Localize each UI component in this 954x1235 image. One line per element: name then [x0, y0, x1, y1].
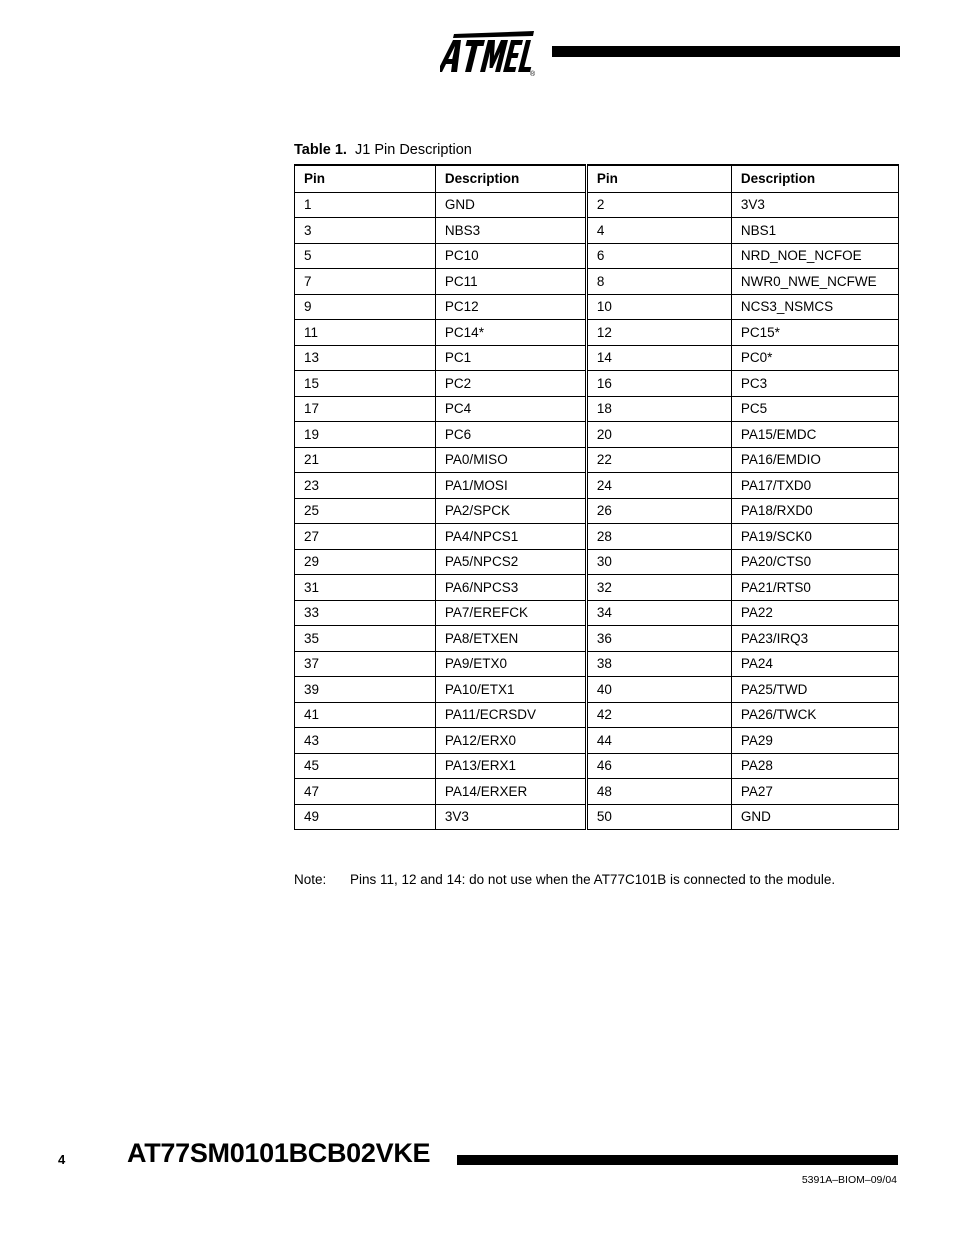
- table-row: [295, 702, 899, 728]
- description-right-cell: PA26/TWCK: [731, 702, 898, 728]
- pin-left-cell: 33: [295, 600, 436, 626]
- footer-rule: [457, 1155, 898, 1165]
- pin-left-cell: 29: [295, 549, 436, 575]
- table-caption: [294, 142, 472, 158]
- document-code: 5391A–BIOM–09/04: [801, 1174, 897, 1186]
- note-label: Note:: [294, 872, 327, 887]
- description-right-cell: PA17/TXD0: [731, 473, 898, 499]
- description-right-cell: PA22: [731, 600, 898, 626]
- description-right-cell: NRD_NOE_NCFOE: [731, 243, 898, 269]
- pin-right-cell: 32: [586, 575, 731, 601]
- pin-right-cell: 2: [586, 192, 731, 218]
- pin-left-cell: 21: [295, 447, 436, 473]
- pin-right-cell: 44: [586, 728, 731, 754]
- table-row: [295, 575, 899, 601]
- pin-left-cell: 27: [295, 524, 436, 550]
- table-row: [295, 779, 899, 805]
- description-left-cell: PC14*: [435, 320, 586, 346]
- pin-left-cell: 37: [295, 651, 436, 677]
- description-left-cell: PC10: [435, 243, 586, 269]
- pin-left-cell: 43: [295, 728, 436, 754]
- description-right-cell: PA27: [731, 779, 898, 805]
- pin-left-cell: 49: [295, 804, 436, 830]
- description-right-cell: PA19/SCK0: [731, 524, 898, 550]
- pin-left-cell: 23: [295, 473, 436, 499]
- pin-right-cell: 4: [586, 218, 731, 244]
- table-row: [295, 345, 899, 371]
- pin-right-cell: 34: [586, 600, 731, 626]
- description-right-cell: GND: [731, 804, 898, 830]
- table-row: [295, 728, 899, 754]
- note-text: Pins 11, 12 and 14: do not use when the AT77C101B is connected to the module.: [350, 872, 836, 887]
- pin-right-cell: 30: [586, 549, 731, 575]
- table-row: [295, 243, 899, 269]
- pin-left-cell: 9: [295, 294, 436, 320]
- pin-left-cell: 5: [295, 243, 436, 269]
- pin-left-cell: 19: [295, 422, 436, 448]
- table-row: [295, 549, 899, 575]
- atmel-logo-graphic: [440, 28, 540, 78]
- pin-left-cell: 11: [295, 320, 436, 346]
- table-row: [295, 218, 899, 244]
- description-left-cell: PA2/SPCK: [435, 498, 586, 524]
- table-row: [295, 422, 899, 448]
- pin-right-cell: 36: [586, 626, 731, 652]
- description-left-cell: PA1/MOSI: [435, 473, 586, 499]
- pin-left-cell: 1: [295, 192, 436, 218]
- pin-right-cell: 12: [586, 320, 731, 346]
- table-row: [295, 600, 899, 626]
- description-left-cell: PC2: [435, 371, 586, 397]
- description-right-cell: PA20/CTS0: [731, 549, 898, 575]
- pin-left-cell: 15: [295, 371, 436, 397]
- table-caption-label: Table 1.: [294, 142, 347, 158]
- description-right-cell: PC3: [731, 371, 898, 397]
- table-row: [295, 804, 899, 830]
- pin-left-cell: 17: [295, 396, 436, 422]
- description-left-cell: PC1: [435, 345, 586, 371]
- table-body: [295, 192, 899, 830]
- table-row: [295, 473, 899, 499]
- description-left-cell: PA5/NPCS2: [435, 549, 586, 575]
- table-row: [295, 447, 899, 473]
- description-right-cell: PA29: [731, 728, 898, 754]
- pin-left-cell: 35: [295, 626, 436, 652]
- pin-left-cell: 45: [295, 753, 436, 779]
- table-row: [295, 498, 899, 524]
- pin-right-cell: 50: [586, 804, 731, 830]
- pin-left-cell: 31: [295, 575, 436, 601]
- description-right-cell: PC5: [731, 396, 898, 422]
- header-pin-left: Pin: [295, 165, 436, 192]
- description-right-cell: PA25/TWD: [731, 677, 898, 703]
- table-header-row: [295, 165, 899, 192]
- table-note: [294, 872, 835, 887]
- table-caption-title: J1 Pin Description: [354, 142, 472, 158]
- pin-right-cell: 40: [586, 677, 731, 703]
- description-right-cell: PA23/IRQ3: [731, 626, 898, 652]
- pin-right-cell: 26: [586, 498, 731, 524]
- pin-right-cell: 28: [586, 524, 731, 550]
- table-row: [295, 651, 899, 677]
- pin-right-cell: 46: [586, 753, 731, 779]
- header-description-left: Description: [435, 165, 586, 192]
- description-left-cell: PA11/ECRSDV: [435, 702, 586, 728]
- description-right-cell: PA18/RXD0: [731, 498, 898, 524]
- header-rule: [552, 46, 900, 57]
- header-pin-right: Pin: [586, 165, 731, 192]
- description-left-cell: PA0/MISO: [435, 447, 586, 473]
- table-row: [295, 524, 899, 550]
- pin-right-cell: 42: [586, 702, 731, 728]
- description-left-cell: PA4/NPCS1: [435, 524, 586, 550]
- table-row: [295, 626, 899, 652]
- description-left-cell: PA12/ERX0: [435, 728, 586, 754]
- description-left-cell: PA9/ETX0: [435, 651, 586, 677]
- document-title: AT77SM0101BCB02VKE: [127, 1138, 431, 1168]
- registered-mark: ®: [530, 71, 536, 78]
- pin-right-cell: 14: [586, 345, 731, 371]
- table-row: [295, 294, 899, 320]
- pin-right-cell: 48: [586, 779, 731, 805]
- table-row: [295, 396, 899, 422]
- description-right-cell: PA24: [731, 651, 898, 677]
- description-left-cell: PA7/EREFCK: [435, 600, 586, 626]
- pin-left-cell: 7: [295, 269, 436, 295]
- table-row: [295, 320, 899, 346]
- pin-right-cell: 8: [586, 269, 731, 295]
- description-right-cell: PA28: [731, 753, 898, 779]
- pin-right-cell: 22: [586, 447, 731, 473]
- description-right-cell: NBS1: [731, 218, 898, 244]
- atmel-logo: [440, 28, 540, 78]
- description-left-cell: PC4: [435, 396, 586, 422]
- description-left-cell: PC11: [435, 269, 586, 295]
- description-right-cell: 3V3: [731, 192, 898, 218]
- description-right-cell: PA16/EMDIO: [731, 447, 898, 473]
- pin-right-cell: 10: [586, 294, 731, 320]
- description-left-cell: PA14/ERXER: [435, 779, 586, 805]
- description-right-cell: NCS3_NSMCS: [731, 294, 898, 320]
- table-row: [295, 677, 899, 703]
- pin-right-cell: 18: [586, 396, 731, 422]
- page-number: 4: [58, 1152, 66, 1167]
- pin-right-cell: 20: [586, 422, 731, 448]
- table-row: [295, 753, 899, 779]
- pin-right-cell: 16: [586, 371, 731, 397]
- description-left-cell: PA10/ETX1: [435, 677, 586, 703]
- table-row: [295, 269, 899, 295]
- pin-left-cell: 41: [295, 702, 436, 728]
- description-left-cell: PC12: [435, 294, 586, 320]
- description-right-cell: NWR0_NWE_NCFWE: [731, 269, 898, 295]
- description-right-cell: PA15/EMDC: [731, 422, 898, 448]
- pin-right-cell: 24: [586, 473, 731, 499]
- pin-left-cell: 39: [295, 677, 436, 703]
- description-right-cell: PC0*: [731, 345, 898, 371]
- pin-left-cell: 25: [295, 498, 436, 524]
- description-left-cell: PA6/NPCS3: [435, 575, 586, 601]
- pin-left-cell: 47: [295, 779, 436, 805]
- description-left-cell: NBS3: [435, 218, 586, 244]
- pin-right-cell: 6: [586, 243, 731, 269]
- description-left-cell: GND: [435, 192, 586, 218]
- pin-left-cell: 13: [295, 345, 436, 371]
- description-right-cell: PA21/RTS0: [731, 575, 898, 601]
- description-left-cell: PC6: [435, 422, 586, 448]
- description-right-cell: PC15*: [731, 320, 898, 346]
- pin-right-cell: 38: [586, 651, 731, 677]
- description-left-cell: PA8/ETXEN: [435, 626, 586, 652]
- header-description-right: Description: [731, 165, 898, 192]
- pin-left-cell: 3: [295, 218, 436, 244]
- description-left-cell: PA13/ERX1: [435, 753, 586, 779]
- pin-description-table: [294, 164, 899, 830]
- table-row: [295, 371, 899, 397]
- table-row: [295, 192, 899, 218]
- description-left-cell: 3V3: [435, 804, 586, 830]
